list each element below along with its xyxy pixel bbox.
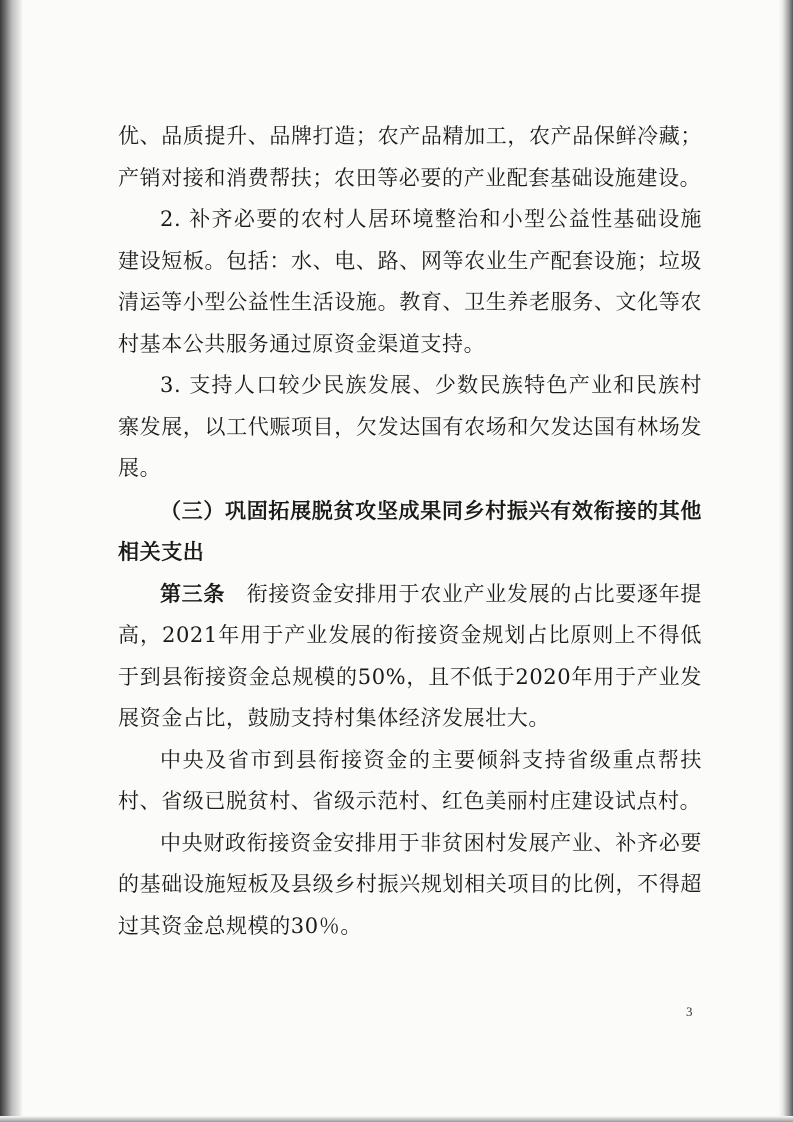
scan-edge-left [0, 0, 22, 1122]
paragraph-item-2: 2. 补齐必要的农村人居环境整治和小型公益性基础设施建设短板。包括：水、电、路、网等农业生产配套设施；垃圾清运等小型公益性生活设施。教育、卫生养老服务、文化等农村基本公共服务通过原资金渠道支持。 [118, 207, 702, 356]
paragraph-item-3: 3. 支持人口较少民族发展、少数民族特色产业和民族村寨发展，以工代赈项目，欠发达国有农场和欠发达国有林场发展。 [118, 373, 702, 480]
page-number: 3 [686, 1004, 693, 1019]
document-body [118, 116, 702, 947]
paragraph-central-finance: 中央财政衔接资金安排用于非贫困村发展产业、补齐必要的基础设施短板及县级乡村振兴规划相关项目的比例，不得超过其资金总规模的30％。 [118, 830, 702, 938]
paragraph-article-3 [118, 573, 702, 740]
section-heading: （三）巩固拓展脱贫攻坚成果同乡村振兴有效衔接的其他相关支出 [118, 497, 702, 564]
paragraph-central-funds: 中央及省市到县衔接资金的主要倾斜支持省级重点帮扶村、省级已脱贫村、省级示范村、红色美丽村庄建设试点村。 [118, 747, 702, 813]
scan-edge-right [779, 0, 793, 1122]
article-label: 第三条 [160, 580, 226, 606]
article-text: 衔接资金安排用于农业产业发展的占比要逐年提高，2021年用于产业发展的衔接资金规划占比原则上不得低于到县衔接资金总规模的50%，且不低于2020年用于产业发展资金占比，鼓励支持村集体经济发展壮大。 [118, 581, 702, 730]
scan-edge-bottom [0, 1116, 793, 1122]
paragraph-continuation: 优、品质提升、品牌打造；农产品精加工，农产品保鲜冷藏；产销对接和消费帮扶；农田等必要的产业配套基础设施建设。 [118, 124, 702, 190]
